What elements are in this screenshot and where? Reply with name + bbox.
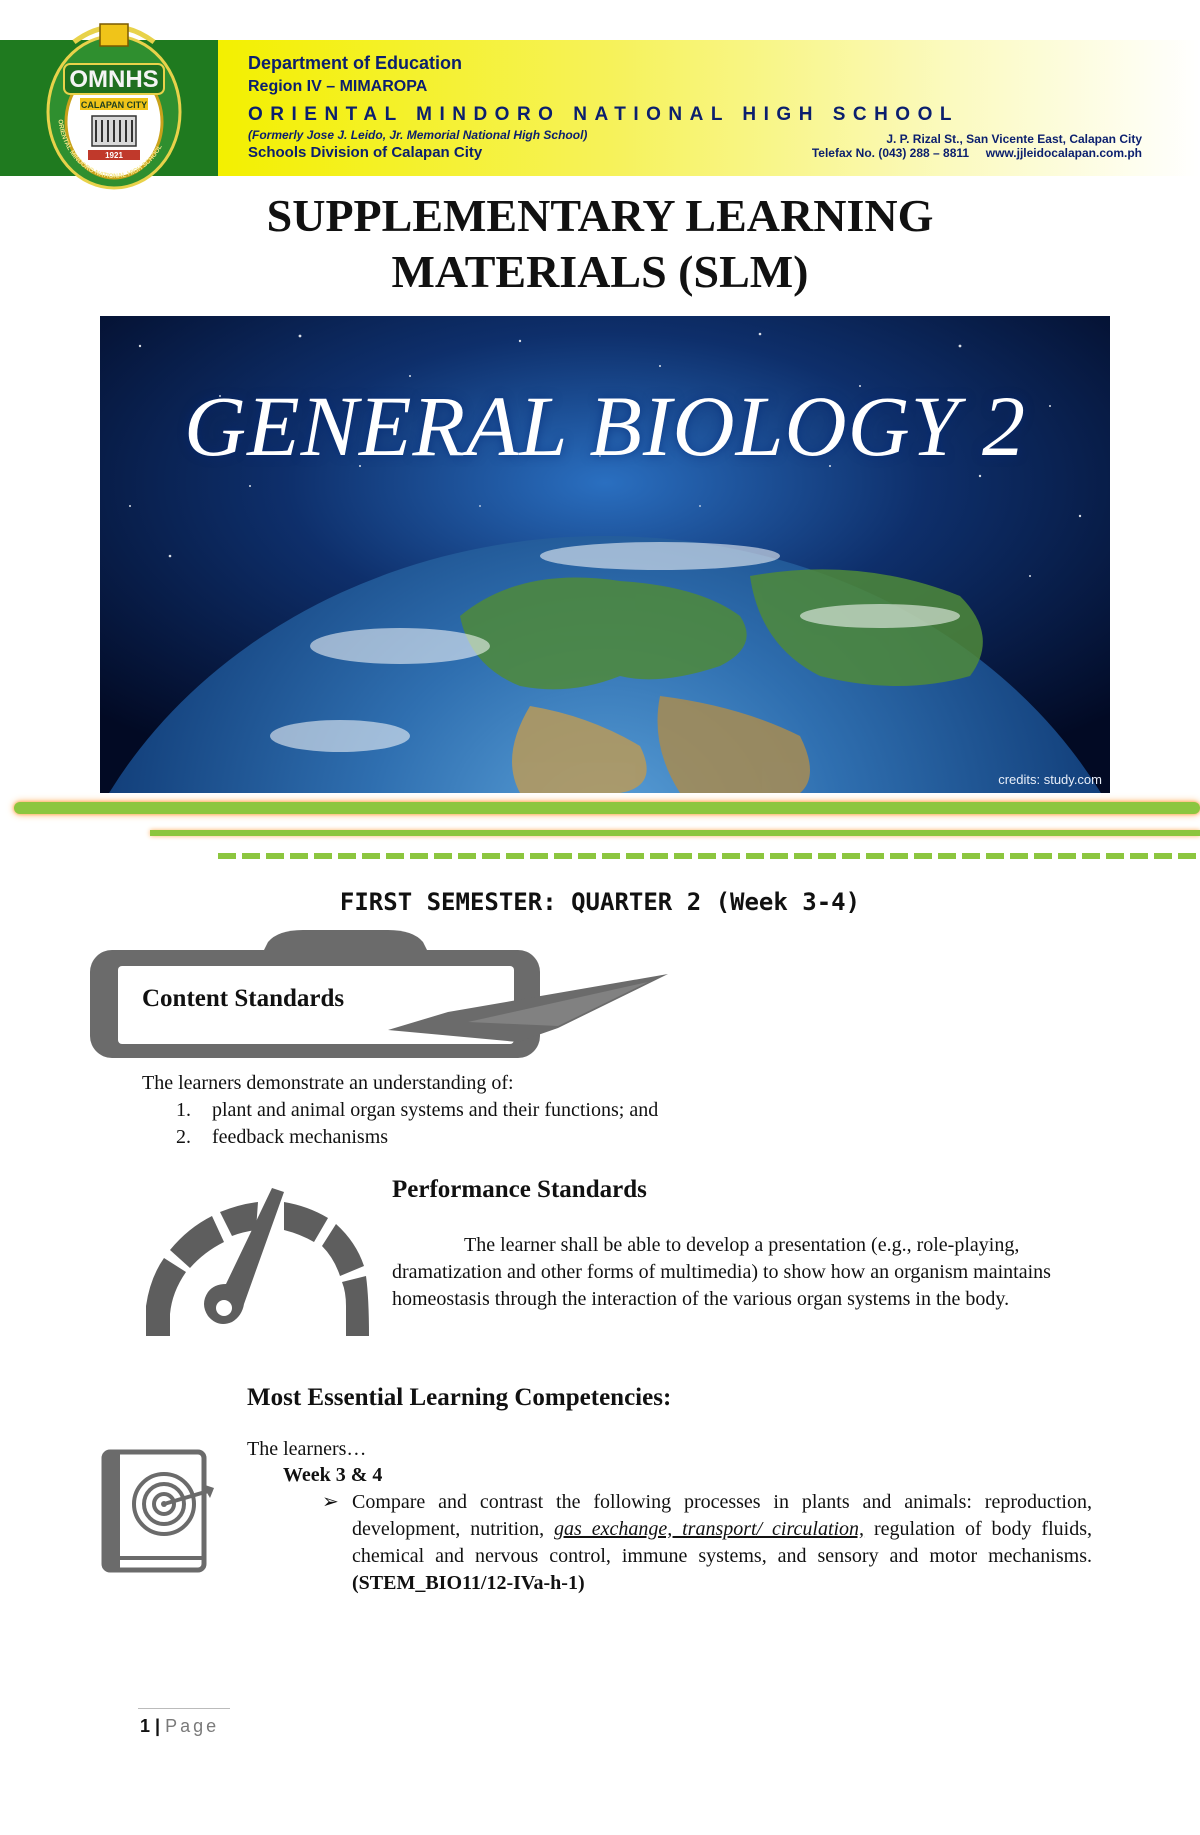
performance-standards-body: The learner shall be able to develop a presentation (e.g., role-playing, dramatization and other forms of multimedia) to show how an organism maintains homeostasis through the interaction of the various organ systems in the body. (392, 1234, 1051, 1310)
list-number: 2. (176, 1126, 191, 1148)
cover-image (100, 316, 1110, 793)
performance-standards-text (392, 1232, 1060, 1313)
department-name: Department of Education (248, 53, 463, 73)
division-name: Schools Division of Calapan City (248, 144, 483, 161)
decorative-stripe (14, 802, 1200, 814)
school-logo (44, 12, 184, 192)
page-number: 1 (140, 1716, 151, 1736)
content-standards-intro: The learners demonstrate an understanding of: (142, 1072, 514, 1094)
list-text: feedback mechanisms (212, 1126, 389, 1148)
region-name: Region IV – MIMAROPA (248, 78, 428, 95)
arrow-bullet-icon: ➢ (322, 1491, 339, 1513)
page-label: Page (165, 1716, 220, 1736)
target-book-icon (98, 1446, 218, 1576)
svg-text:OMNHS: OMNHS (69, 66, 159, 93)
melc-text-part-2: regulation of body fluids, chemical and nervous control, immune systems, and sensory and motor mechanisms. (352, 1518, 1092, 1567)
list-item (176, 1097, 658, 1124)
content-standards-list (176, 1097, 658, 1151)
image-credits: credits: study.com (998, 772, 1102, 787)
melc-intro: The learners… (247, 1438, 367, 1460)
decorative-dashed-stripe (218, 853, 1200, 859)
melc-heading: Most Essential Learning Competencies: (247, 1384, 672, 1411)
title-line-1: SUPPLEMENTARY LEARNING (266, 190, 934, 241)
svg-text:CALAPAN CITY: CALAPAN CITY (80, 100, 148, 110)
semester-quarter-heading: FIRST SEMESTER: QUARTER 2 (Week 3-4) (339, 888, 861, 916)
list-number: 1. (176, 1099, 191, 1121)
performance-standards-heading: Performance Standards (392, 1176, 647, 1203)
content-standards-heading: Content Standards (142, 985, 345, 1012)
document-title (0, 188, 1200, 300)
melc-text-part-1: Compare and contrast the following processes in plants and animals: reproduction, development, nutrition, (352, 1491, 1092, 1540)
school-name: ORIENTAL MINDORO NATIONAL HIGH SCHOOL (248, 104, 959, 125)
telefax-website: Telefax No. (043) 288 – 8811 www.jjleidocalapan.com.ph (811, 146, 1142, 160)
page-separator: | (155, 1716, 161, 1736)
speedometer-gauge-icon (144, 1188, 369, 1338)
footer-rule (138, 1708, 230, 1709)
title-line-2: MATERIALS (SLM) (391, 246, 809, 297)
melc-week-label: Week 3 & 4 (283, 1464, 383, 1486)
melc-text-underlined: gas exchange, transport/ circulation, (554, 1518, 865, 1540)
decorative-stripe (150, 830, 1200, 836)
cover-title: GENERAL BIOLOGY 2 (183, 378, 1027, 474)
svg-text:ORIENTAL MINDORO NATIONAL HIGH: ORIENTAL MINDORO NATIONAL HIGH SCHOOL (56, 118, 164, 181)
svg-text:1921: 1921 (105, 151, 123, 160)
melc-code: (STEM_BIO11/12-IVa-h-1) (352, 1572, 585, 1594)
list-item (176, 1124, 658, 1151)
former-school-name: (Formerly Jose J. Leido, Jr. Memorial National High School) (248, 128, 588, 142)
school-address: J. P. Rizal St., San Vicente East, Calapan City (886, 132, 1142, 146)
list-text: plant and animal organ systems and their functions; and (212, 1099, 659, 1121)
melc-competency-text (352, 1489, 1092, 1597)
page-footer (140, 1716, 219, 1737)
